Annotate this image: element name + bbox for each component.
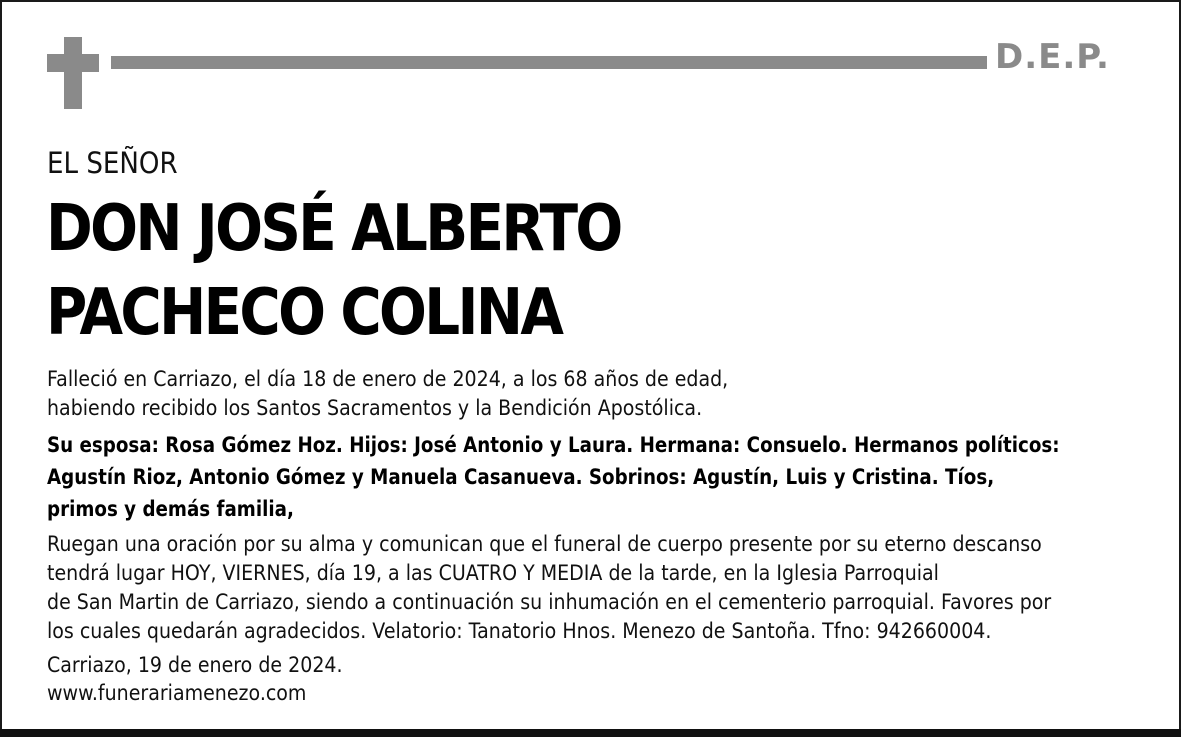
announcement-line-2: habiendo recibido los Santos Sacramentos y la Bendición Apostólica. xyxy=(47,396,703,420)
deceased-name-line-1: DON JOSÉ ALBERTO xyxy=(46,192,621,266)
deceased-name-line-2: PACHECO COLINA xyxy=(46,276,562,350)
funeral-line-2: tendrá lugar HOY, VIERNES, día 19, a las CUATRO Y MEDIA de la tarde, en la Iglesia Parroquial xyxy=(47,561,939,585)
cross-horizontal-bar xyxy=(47,54,99,72)
family-line-2: Agustín Rioz, Antonio Gómez y Manuela Casanueva. Sobrinos: Agustín, Luis y Cristina. Tíos, xyxy=(47,465,995,489)
announcement-line-1: Falleció en Carriazo, el día 18 de enero de 2024, a los 68 años de edad, xyxy=(47,367,729,391)
cross-vertical-bar xyxy=(64,37,82,109)
funeral-line-1: Ruegan una oración por su alma y comunican que el funeral de cuerpo presente por su eterno descanso xyxy=(47,532,1042,556)
dep-label: D.E.P. xyxy=(995,37,1110,77)
website-link[interactable]: www.funerariamenezo.com xyxy=(47,681,307,705)
place-date: Carriazo, 19 de enero de 2024. xyxy=(47,653,343,677)
funeral-line-4: los cuales quedarán agradecidos. Velatorio: Tanatorio Hnos. Menezo de Santoña. Tfno: 942660004. xyxy=(47,619,992,643)
bottom-border xyxy=(0,729,1181,737)
family-line-1: Su esposa: Rosa Gómez Hoz. Hijos: José Antonio y Laura. Hermana: Consuelo. Hermanos políticos: xyxy=(47,433,1060,457)
funeral-line-3: de San Martin de Carriazo, siendo a continuación su inhumación en el cementerio parroquial. Favores por xyxy=(47,590,1052,614)
family-line-3: primos y demás familia, xyxy=(47,497,294,521)
header-rule xyxy=(111,56,987,69)
salutation: EL SEÑOR xyxy=(47,146,178,180)
